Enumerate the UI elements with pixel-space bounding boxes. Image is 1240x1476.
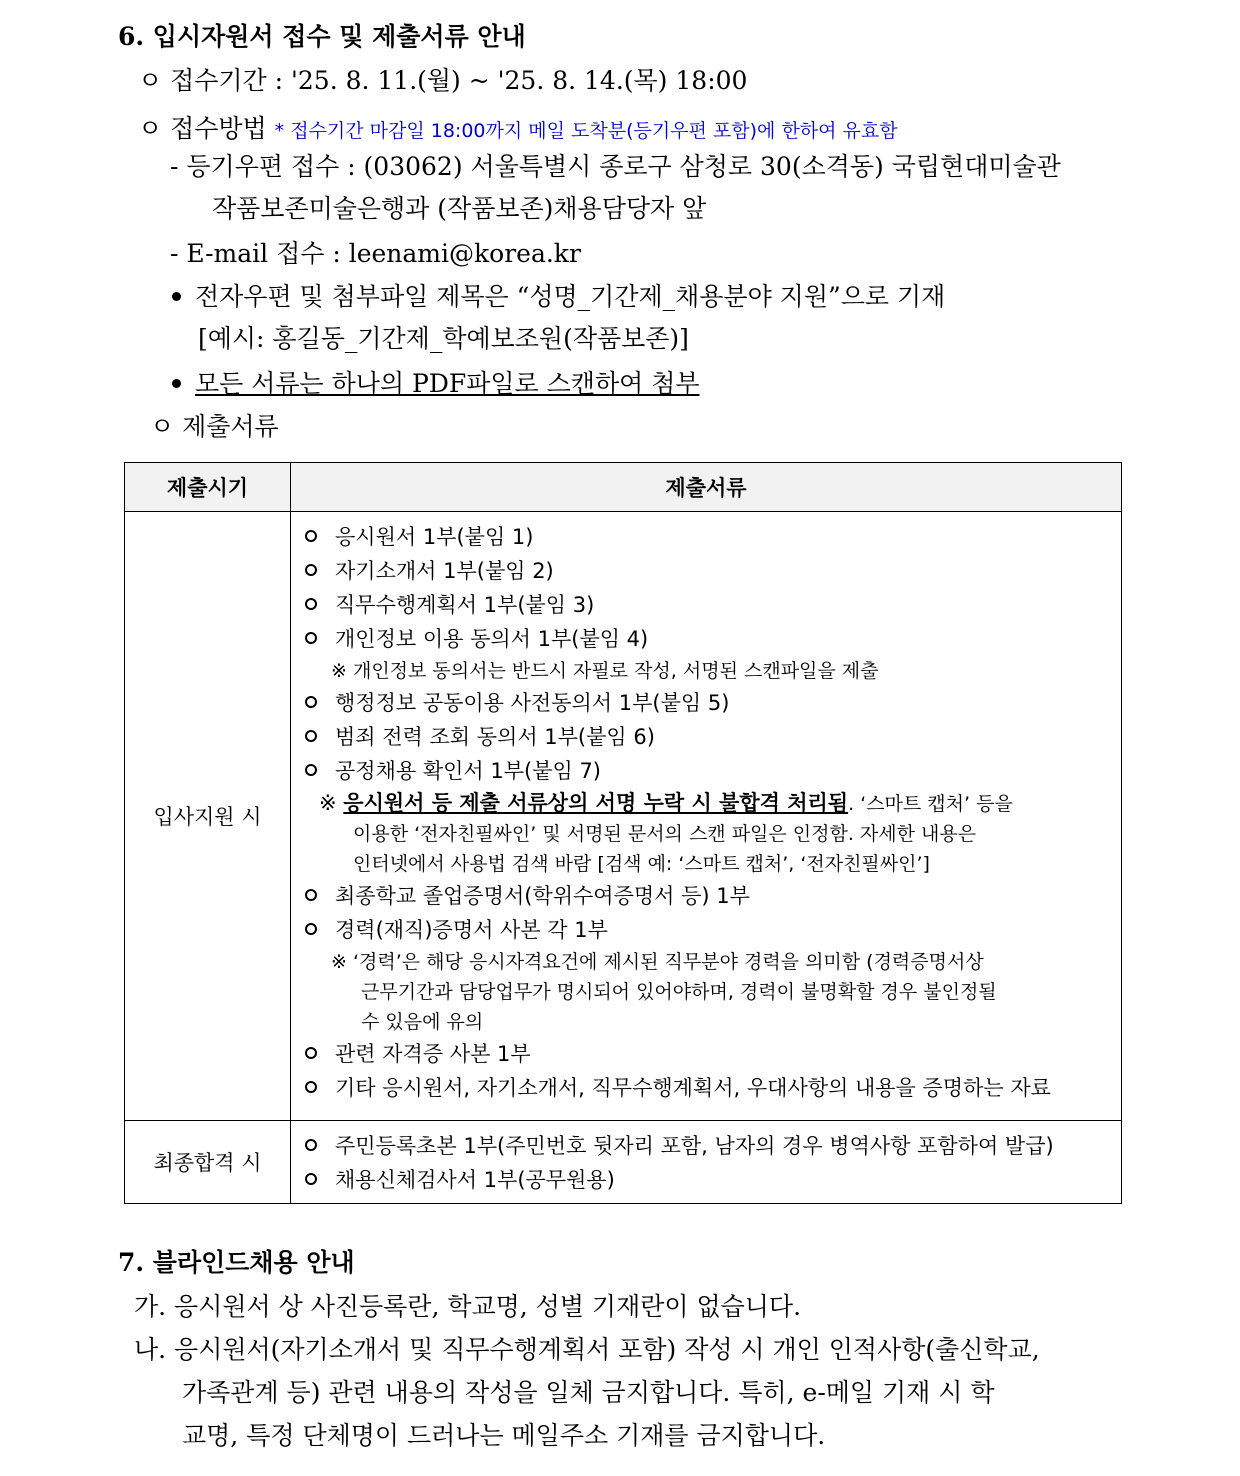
bullet-icon [172,292,181,301]
circle-bullet-icon [305,889,317,901]
item-text: 경력(재직)증명서 사본 각 1부 [335,918,608,942]
header-when: 제출시기 [125,463,291,512]
bullet-icon [172,379,181,388]
documents-table [124,462,1122,1204]
header-documents: 제출서류 [291,463,1122,512]
item-text: 채용신체검사서 1부(공무원용) [335,1168,615,1192]
reception-method [138,112,898,148]
post-reception-line1: - 등기우편 접수 : (03062) 서울특별시 종로구 삼청로 30(소격동) 국립현대미술관 [170,152,1061,181]
item-text: 공정채용 확인서 1부(붙임 7) [335,759,601,783]
table-row [125,512,1122,1121]
list-item [305,1037,1109,1071]
pdf-bullet [172,367,700,401]
list-item [305,554,1109,588]
email-subject-bullet [172,280,945,314]
item-text: 자기소개서 1부(붙임 2) [335,559,554,583]
email-reception: - E-mail 접수 : leenami@korea.kr [170,239,581,268]
item-text: 개인정보 이용 동의서 1부(붙임 4) [335,627,649,651]
list-item [305,686,1109,720]
circle-bullet-icon [305,1081,317,1093]
item-text: 응시원서 1부(붙임 1) [335,525,534,549]
note-signature-bold: 응시원서 등 제출 서류상의 서명 누락 시 불합격 처리됨 [343,791,849,815]
item-text: 범죄 전력 조회 동의서 1부(붙임 6) [335,725,655,749]
section6-title: 6. 입시자원서 접수 및 제출서류 안내 [118,22,526,51]
circle-bullet-icon [305,530,317,542]
list-item [305,520,1109,554]
note-signature-line2: 이용한 ‘전자친필싸인’ 및 서명된 문서의 스캔 파일은 인정함. 자세한 내용은 [353,823,977,845]
documents-label: ㅇ 제출서류 [150,412,279,441]
circle-bullet-icon [305,564,317,576]
table-row [125,1121,1122,1204]
reception-method-note: * 접수기간 마감일 18:00까지 메일 도착분(등기우편 포함)에 한하여 유효함 [274,120,898,142]
note-career-line2: 근무기간과 담당업무가 명시되어 있어야하며, 경력이 불명확할 경우 불인정될 [361,981,997,1003]
post-reception-line2: 작품보존미술은행과 (작품보존)채용담당자 앞 [212,194,707,223]
list-item [305,1163,1109,1197]
note-privacy: ※ 개인정보 동의서는 반드시 자필로 작성, 서명된 스캔파일을 제출 [331,660,879,682]
circle-bullet-icon [305,764,317,776]
row-items-apply [291,512,1122,1121]
reception-period: ㅇ 접수기간 : '25. 8. 11.(월) ~ '25. 8. 14.(목) 18:00 [138,66,748,95]
circle-bullet-icon [305,1139,317,1151]
circle-bullet-icon [305,1047,317,1059]
circle-bullet-icon [305,598,317,610]
table-header-row [125,463,1122,512]
list-item [305,754,1109,788]
list-item [305,879,1109,913]
circle-bullet-icon [305,923,317,935]
note-career-line1: ※ ‘경력’은 해당 응시자격요건에 제시된 직무분야 경력을 의미함 (경력증명서상 [331,951,984,973]
note-signature-line3: 인터넷에서 사용법 검색 바람 [검색 예: ‘스마트 캡처’, ‘전자친필싸인’] [353,853,930,875]
blind-item-a: 가. 응시원서 상 사진등록란, 학교명, 성별 기재란이 없습니다. [134,1292,802,1321]
list-item [305,1071,1109,1105]
section7-title: 7. 블라인드채용 안내 [118,1248,355,1277]
item-text: 최종학교 졸업증명서(학위수여증명서 등) 1부 [335,884,750,908]
circle-bullet-icon [305,632,317,644]
list-item [305,622,1109,656]
item-text: 관련 자격증 사본 1부 [335,1042,531,1066]
list-item [305,1129,1109,1163]
row-items-final [291,1121,1122,1204]
pdf-bullet-text: 모든 서류는 하나의 PDF파일로 스캔하여 첨부 [195,369,700,398]
circle-bullet-icon [305,1173,317,1185]
list-item [305,720,1109,754]
row-when-apply: 입사지원 시 [125,512,291,1121]
blind-item-b-line2: 가족관계 등) 관련 내용의 작성을 일체 금지합니다. 특히, e-메일 기재 시 학 [182,1378,995,1407]
email-subject-example: [예시: 홍길동_기간제_학예보조원(작품보존)] [198,324,689,353]
item-text: 주민등록초본 1부(주민번호 뒷자리 포함, 남자의 경우 병역사항 포함하여 발급) [335,1134,1054,1158]
email-subject-text: 전자우편 및 첨부파일 제목은 “성명_기간제_채용분야 지원”으로 기재 [195,282,946,311]
blind-item-b-line3: 교명, 특정 단체명이 드러나는 메일주소 기재를 금지합니다. [182,1421,826,1450]
circle-bullet-icon [305,696,317,708]
list-item [305,913,1109,947]
note-career-line3: 수 있음에 유의 [361,1011,484,1033]
note-signature [305,788,1109,879]
reception-method-label: ㅇ 접수방법 [138,114,267,143]
note-mark: ※ [319,791,337,815]
list-item [305,588,1109,622]
item-text: 직무수행계획서 1부(붙임 3) [335,593,595,617]
circle-bullet-icon [305,730,317,742]
row-when-final: 최종합격 시 [125,1121,291,1204]
blind-item-b-line1: 나. 응시원서(자기소개서 및 직무수행계획서 포함) 작성 시 개인 인적사항(출신학교, [134,1335,1040,1364]
note-signature-rest: . ‘스마트 캡처’ 등을 [848,793,1013,815]
note-career [305,947,1109,1037]
item-text: 행정정보 공동이용 사전동의서 1부(붙임 5) [335,691,730,715]
item-text: 기타 응시원서, 자기소개서, 직무수행계획서, 우대사항의 내용을 증명하는 자료 [335,1076,1051,1100]
